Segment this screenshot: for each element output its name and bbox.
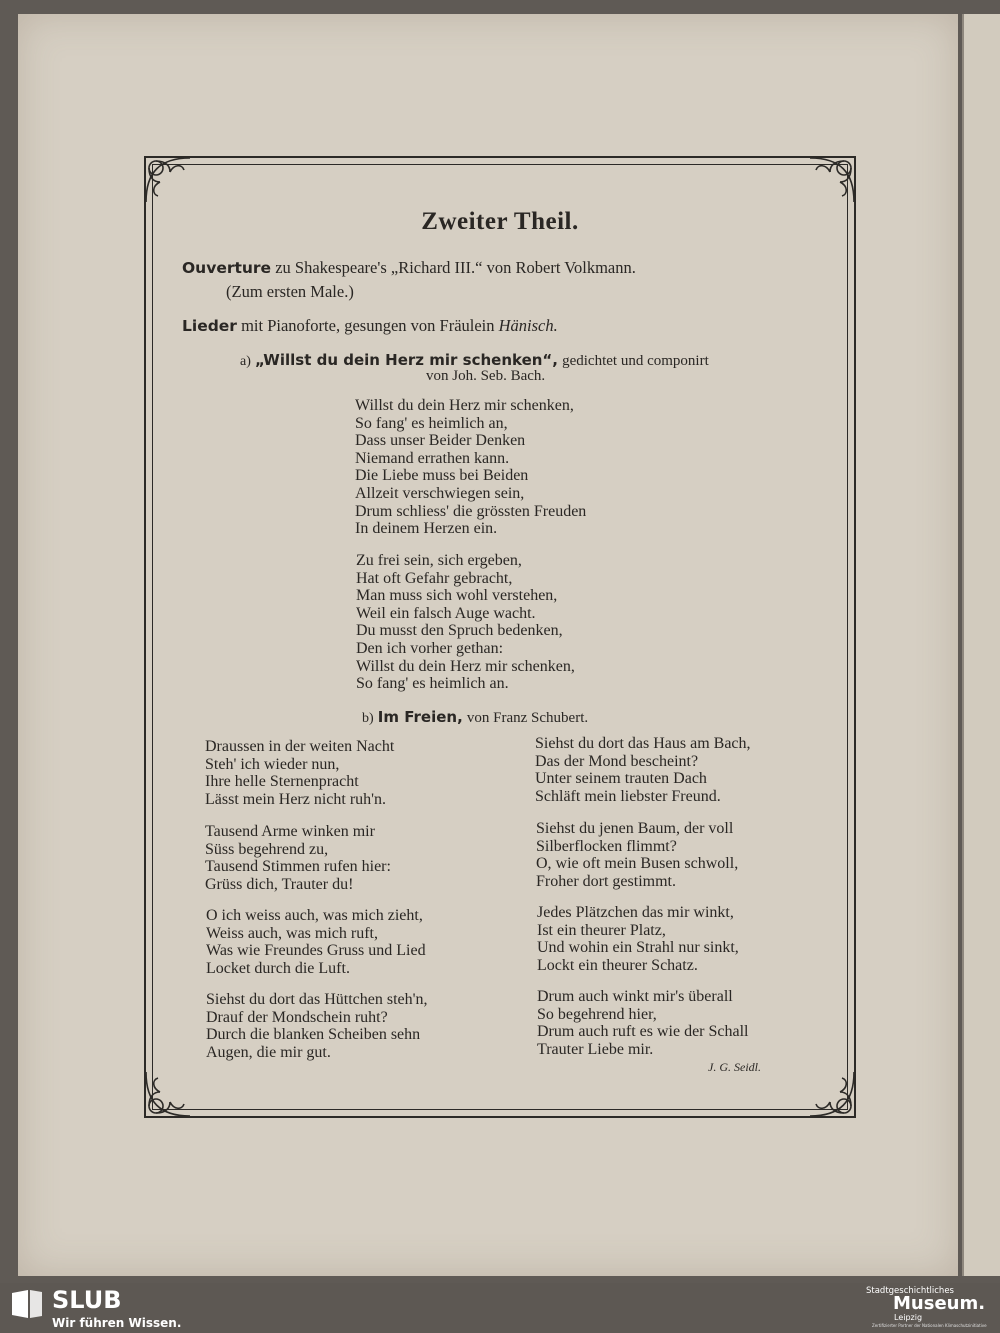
verse-line: Siehst du dort das Haus am Bach, (535, 735, 751, 752)
verse-line: Tausend Arme winken mir (205, 823, 375, 840)
overture-label: Ouverture (182, 259, 272, 277)
song-b-heading (362, 707, 588, 727)
lieder-text: mit Pianoforte, gesungen von Fräulein (241, 316, 495, 335)
overture-text: zu Shakespeare's „Richard III.“ von Robert Volkmann. (275, 258, 636, 277)
verse-line: Was wie Freundes Gruss und Lied (206, 942, 426, 960)
song-b-marker: b) (362, 711, 374, 726)
verse-line: Und wohin ein Strahl nur sinkt, (537, 939, 739, 957)
verse-line: Ihre helle Sternenpracht (205, 773, 359, 791)
verse-line: Hat oft Gefahr gebracht, (356, 569, 513, 587)
museum-prefix: Stadtgeschichtliches (866, 1286, 954, 1296)
verse-line: Grüss dich, Trauter du! (205, 875, 354, 893)
museum-city: Leipzig (894, 1313, 923, 1322)
verse-line: Augen, die mir gut. (206, 1043, 331, 1061)
corner-ornament-top-left-icon (140, 152, 196, 208)
verse-line: Drauf der Mondschein ruht? (206, 1008, 388, 1026)
library-tagline: Wir führen Wissen. (52, 1316, 182, 1330)
verse-line: Jedes Plätzchen das mir winkt, (537, 904, 734, 921)
verse-line: So fang' es heimlich an, (355, 414, 508, 432)
verse-line: Froher dort gestimmt. (536, 872, 676, 890)
overture-note: (Zum ersten Male.) (226, 282, 354, 301)
verse-line: Du musst den Spruch bedenken, (356, 622, 563, 640)
adjacent-page-edge (962, 14, 1000, 1276)
verse-line: So fang' es heimlich an. (356, 675, 509, 693)
song-a-heading (240, 350, 709, 370)
museum-name[interactable]: Museum. (893, 1293, 986, 1314)
verse-line: Tausend Stimmen rufen hier: (205, 858, 391, 876)
verse-line: Schläft mein liebster Freund. (535, 787, 721, 805)
verse-line: Drum auch winkt mir's überall (537, 988, 733, 1005)
song-b-left-stanza-1 (205, 738, 394, 808)
overture-line (182, 258, 636, 278)
singer-name: Hänisch. (498, 316, 558, 335)
verse-line: Steh' ich wieder nun, (205, 755, 340, 773)
song-b-right-stanza-1 (535, 735, 751, 805)
song-b-title: Im Freien, (377, 708, 463, 726)
verse-line: Siehst du jenen Baum, der voll (536, 820, 734, 837)
verse-line: Locket durch die Luft. (206, 959, 350, 977)
verse-line: Trauter Liebe mir. (537, 1040, 654, 1058)
verse-line: Drum schliess' die grössten Freuden (355, 502, 587, 520)
corner-ornament-top-right-icon (804, 152, 860, 208)
verse-line: Man muss sich wohl verstehen, (356, 587, 558, 605)
song-a-marker: a) (240, 354, 251, 369)
verse-line: In deinem Herzen ein. (355, 520, 498, 538)
verse-line: Durch die blanken Scheiben sehn (206, 1026, 421, 1044)
song-a-title: „Willst du dein Herz mir schenken“, (255, 351, 558, 369)
song-b-credit: von Franz Schubert. (466, 710, 589, 726)
library-name[interactable]: SLUB (52, 1286, 122, 1314)
verse-line: Drum auch ruft es wie der Schall (537, 1023, 749, 1041)
museum-certification: Zertifizierter Partner der Nationalen Klimaschutzinitiative (872, 1323, 987, 1328)
song-b-right-stanza-2 (536, 820, 738, 890)
verse-line: Süss begehrend zu, (205, 840, 329, 858)
corner-ornament-bottom-right-icon (804, 1066, 860, 1122)
section-title: Zweiter Theil. (421, 208, 579, 235)
corner-ornament-bottom-left-icon (140, 1066, 196, 1122)
verse-line: Siehst du dort das Hüttchen steh'n, (206, 991, 428, 1008)
verse-line: Unter seinem trauten Dach (535, 770, 707, 788)
verse-line: Die Liebe muss bei Beiden (355, 467, 529, 485)
song-b-left-stanza-3 (206, 907, 426, 977)
verse-line: Lockt ein theurer Schatz. (537, 956, 698, 974)
song-a-credit-composer: von Joh. Seb. Bach. (426, 368, 546, 384)
verse-line: Den ich vorher gethan: (356, 639, 504, 657)
verse-line: Willst du dein Herz mir schenken, (356, 657, 575, 675)
verse-line: Willst du dein Herz mir schenken, (355, 397, 574, 414)
song-b-right-stanza-4 (537, 988, 748, 1058)
verse-line: O ich weiss auch, was mich zieht, (206, 907, 423, 924)
verse-line: Ist ein theurer Platz, (537, 921, 666, 939)
verse-line: Draussen in der weiten Nacht (205, 738, 395, 755)
poet-signature: J. G. Seidl. (708, 1060, 761, 1074)
verse-line: O, wie oft mein Busen schwoll, (536, 855, 739, 873)
song-a-stanza-2 (356, 552, 575, 693)
song-b-left-stanza-2 (205, 823, 391, 893)
song-b-right-stanza-3 (537, 904, 739, 974)
verse-line: Allzeit verschwiegen sein, (355, 484, 525, 502)
slub-logo-icon[interactable] (10, 1289, 44, 1319)
song-b-left-stanza-4 (206, 991, 428, 1061)
verse-line: Zu frei sein, sich ergeben, (356, 552, 522, 569)
song-a-stanza-1 (355, 397, 586, 538)
lieder-line (182, 316, 558, 336)
verse-line: Niemand errathen kann. (355, 449, 510, 467)
verse-line: Das der Mond bescheint? (535, 752, 699, 770)
verse-line: So begehrend hier, (537, 1005, 657, 1023)
verse-line: Dass unser Beider Denken (355, 432, 526, 450)
song-a-credit: gedichtet und componirt (562, 353, 709, 369)
verse-line: Weil ein falsch Auge wacht. (356, 604, 536, 622)
lieder-label: Lieder (182, 317, 237, 335)
verse-line: Lässt mein Herz nicht ruh'n. (205, 790, 387, 808)
verse-line: Weiss auch, was mich ruft, (206, 924, 378, 942)
verse-line: Silberflocken flimmt? (536, 837, 677, 855)
